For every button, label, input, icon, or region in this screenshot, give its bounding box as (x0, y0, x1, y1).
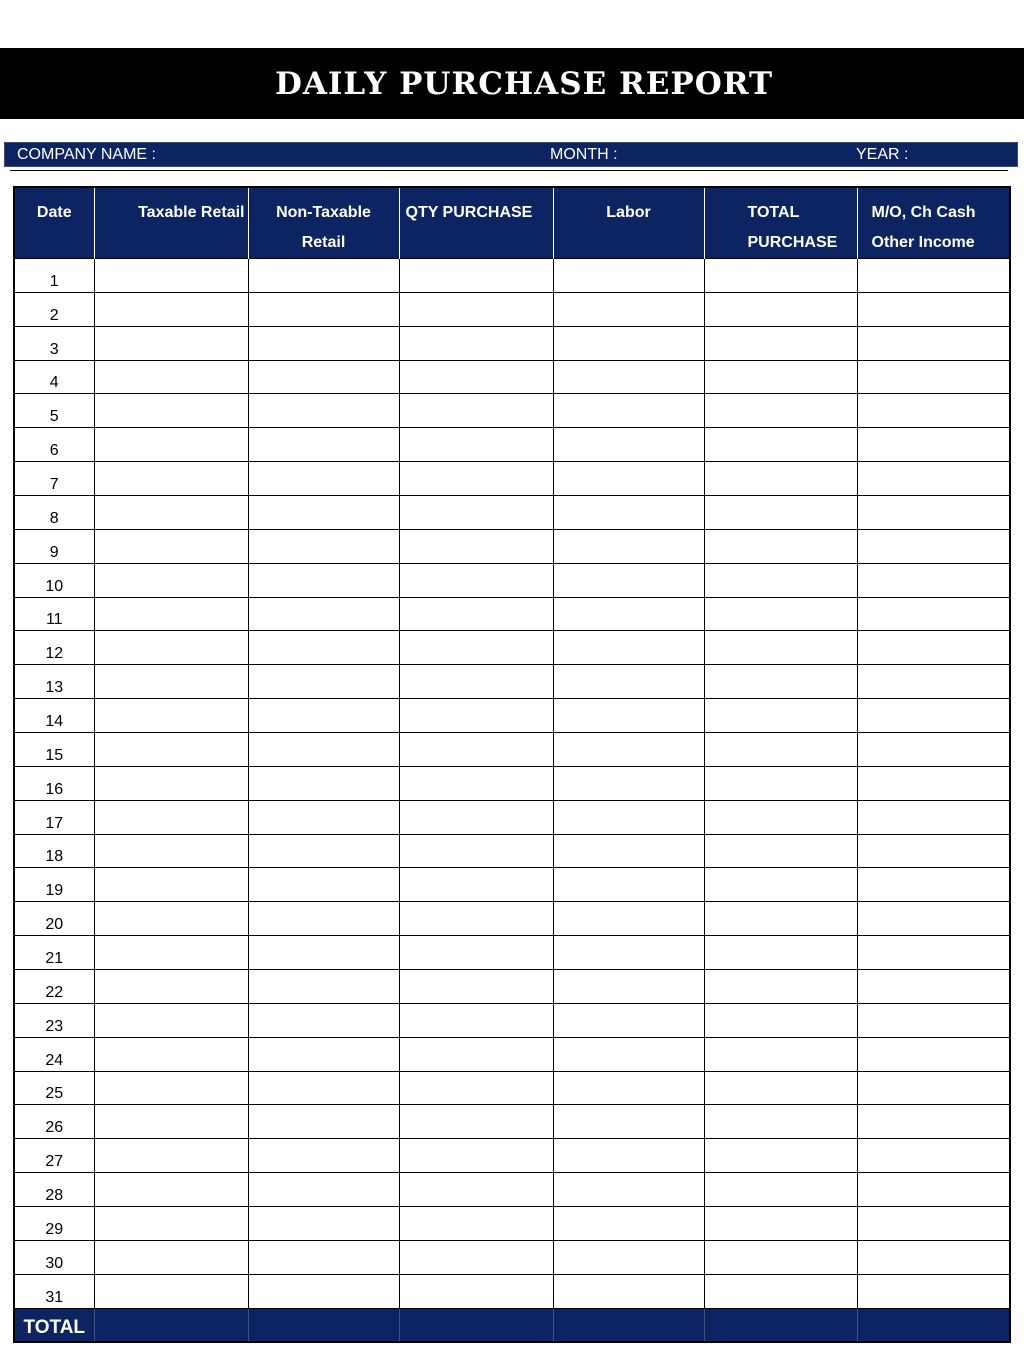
qty-purchase-cell[interactable] (399, 1139, 553, 1173)
labor-cell[interactable] (553, 1173, 704, 1207)
other-income-cell[interactable] (857, 936, 1010, 970)
date-cell: 16 (14, 766, 94, 800)
total-purchase-cell[interactable] (704, 360, 857, 394)
table-row (14, 733, 1010, 767)
company-name-label: COMPANY NAME : (17, 146, 156, 163)
total-purchase-cell[interactable] (704, 1173, 857, 1207)
table-header-row (14, 187, 1010, 259)
total-cell[interactable] (94, 1308, 248, 1342)
total-label: TOTAL (14, 1308, 94, 1342)
other-income-cell[interactable] (857, 1037, 1010, 1071)
total-cell[interactable] (857, 1308, 1010, 1342)
labor-cell[interactable] (553, 766, 704, 800)
other-income-cell[interactable] (857, 1240, 1010, 1274)
taxable-retail-cell[interactable] (94, 1274, 248, 1308)
date-cell: 26 (14, 1105, 94, 1139)
total-purchase-cell[interactable] (704, 902, 857, 936)
table-row (14, 800, 1010, 834)
date-cell: 20 (14, 902, 94, 936)
total-purchase-cell[interactable] (704, 1105, 857, 1139)
qty-purchase-cell[interactable] (399, 1071, 553, 1105)
qty-purchase-cell[interactable] (399, 462, 553, 496)
total-purchase-cell[interactable] (704, 970, 857, 1004)
column-header-other-income: M/O, Ch Cash Other Income (857, 187, 1010, 259)
other-income-cell[interactable] (857, 563, 1010, 597)
other-income-cell[interactable] (857, 733, 1010, 767)
non-taxable-retail-cell[interactable] (248, 597, 399, 631)
date-cell: 10 (14, 563, 94, 597)
other-income-cell[interactable] (857, 394, 1010, 428)
other-income-cell[interactable] (857, 597, 1010, 631)
taxable-retail-cell[interactable] (94, 563, 248, 597)
non-taxable-retail-cell[interactable] (248, 902, 399, 936)
non-taxable-retail-cell[interactable] (248, 970, 399, 1004)
taxable-retail-cell[interactable] (94, 970, 248, 1004)
total-purchase-cell[interactable] (704, 1139, 857, 1173)
non-taxable-retail-cell[interactable] (248, 496, 399, 530)
date-cell: 25 (14, 1071, 94, 1105)
other-income-cell[interactable] (857, 665, 1010, 699)
purchase-report-table (13, 186, 1011, 1343)
labor-cell[interactable] (553, 1274, 704, 1308)
non-taxable-retail-cell[interactable] (248, 360, 399, 394)
qty-purchase-cell[interactable] (399, 970, 553, 1004)
table-row (14, 326, 1010, 360)
date-cell: 3 (14, 326, 94, 360)
date-cell: 7 (14, 462, 94, 496)
title-bar (0, 48, 1024, 119)
date-cell: 8 (14, 496, 94, 530)
non-taxable-retail-cell[interactable] (248, 563, 399, 597)
qty-purchase-cell[interactable] (399, 766, 553, 800)
other-income-cell[interactable] (857, 902, 1010, 936)
total-purchase-cell[interactable] (704, 1071, 857, 1105)
non-taxable-retail-cell[interactable] (248, 1173, 399, 1207)
total-purchase-cell[interactable] (704, 766, 857, 800)
non-taxable-retail-cell[interactable] (248, 800, 399, 834)
other-income-cell[interactable] (857, 1139, 1010, 1173)
qty-purchase-cell[interactable] (399, 428, 553, 462)
total-purchase-cell[interactable] (704, 1207, 857, 1241)
non-taxable-retail-cell[interactable] (248, 394, 399, 428)
total-purchase-cell[interactable] (704, 1240, 857, 1274)
table-row (14, 1003, 1010, 1037)
table-row (14, 563, 1010, 597)
table-row (14, 1173, 1010, 1207)
total-purchase-cell[interactable] (704, 800, 857, 834)
other-income-cell[interactable] (857, 1071, 1010, 1105)
labor-cell[interactable] (553, 970, 704, 1004)
table-row (14, 631, 1010, 665)
taxable-retail-cell[interactable] (94, 800, 248, 834)
qty-purchase-cell[interactable] (399, 597, 553, 631)
labor-cell[interactable] (553, 563, 704, 597)
taxable-retail-cell[interactable] (94, 1139, 248, 1173)
total-purchase-cell[interactable] (704, 834, 857, 868)
qty-purchase-cell[interactable] (399, 631, 553, 665)
qty-purchase-cell[interactable] (399, 1207, 553, 1241)
labor-cell[interactable] (553, 1037, 704, 1071)
taxable-retail-cell[interactable] (94, 462, 248, 496)
non-taxable-retail-cell[interactable] (248, 259, 399, 293)
non-taxable-retail-cell[interactable] (248, 834, 399, 868)
taxable-retail-cell[interactable] (94, 868, 248, 902)
qty-purchase-cell[interactable] (399, 563, 553, 597)
non-taxable-retail-cell[interactable] (248, 1274, 399, 1308)
taxable-retail-cell[interactable] (94, 902, 248, 936)
total-purchase-cell[interactable] (704, 292, 857, 326)
date-cell: 19 (14, 868, 94, 902)
table-row (14, 428, 1010, 462)
info-bar (4, 142, 1018, 167)
date-cell: 21 (14, 936, 94, 970)
qty-purchase-cell[interactable] (399, 1274, 553, 1308)
total-purchase-cell[interactable] (704, 868, 857, 902)
date-cell: 28 (14, 1173, 94, 1207)
qty-purchase-cell[interactable] (399, 733, 553, 767)
table-row (14, 970, 1010, 1004)
table-row (14, 292, 1010, 326)
non-taxable-retail-cell[interactable] (248, 631, 399, 665)
taxable-retail-cell[interactable] (94, 259, 248, 293)
qty-purchase-cell[interactable] (399, 699, 553, 733)
table-row (14, 394, 1010, 428)
date-cell: 1 (14, 259, 94, 293)
date-cell: 24 (14, 1037, 94, 1071)
non-taxable-retail-cell[interactable] (248, 1207, 399, 1241)
taxable-retail-cell[interactable] (94, 529, 248, 563)
other-income-cell[interactable] (857, 834, 1010, 868)
non-taxable-retail-cell[interactable] (248, 292, 399, 326)
taxable-retail-cell[interactable] (94, 834, 248, 868)
taxable-retail-cell[interactable] (94, 631, 248, 665)
taxable-retail-cell[interactable] (94, 766, 248, 800)
labor-cell[interactable] (553, 800, 704, 834)
table-row (14, 597, 1010, 631)
taxable-retail-cell[interactable] (94, 292, 248, 326)
non-taxable-retail-cell[interactable] (248, 1105, 399, 1139)
total-purchase-cell[interactable] (704, 1037, 857, 1071)
qty-purchase-cell[interactable] (399, 496, 553, 530)
column-header-qty-purchase: QTY PURCHASE (399, 187, 553, 259)
table-row (14, 1240, 1010, 1274)
other-income-cell[interactable] (857, 326, 1010, 360)
date-cell: 11 (14, 597, 94, 631)
other-income-cell[interactable] (857, 970, 1010, 1004)
taxable-retail-cell[interactable] (94, 936, 248, 970)
total-cell[interactable] (553, 1308, 704, 1342)
other-income-cell[interactable] (857, 259, 1010, 293)
labor-cell[interactable] (553, 259, 704, 293)
other-income-cell[interactable] (857, 428, 1010, 462)
total-purchase-cell[interactable] (704, 326, 857, 360)
qty-purchase-cell[interactable] (399, 529, 553, 563)
qty-purchase-cell[interactable] (399, 902, 553, 936)
total-purchase-cell[interactable] (704, 631, 857, 665)
taxable-retail-cell[interactable] (94, 360, 248, 394)
labor-cell[interactable] (553, 1003, 704, 1037)
qty-purchase-cell[interactable] (399, 936, 553, 970)
date-cell: 29 (14, 1207, 94, 1241)
date-cell: 22 (14, 970, 94, 1004)
labor-cell[interactable] (553, 292, 704, 326)
other-income-cell[interactable] (857, 1173, 1010, 1207)
date-cell: 9 (14, 529, 94, 563)
labor-cell[interactable] (553, 1240, 704, 1274)
date-cell: 4 (14, 360, 94, 394)
non-taxable-retail-cell[interactable] (248, 1003, 399, 1037)
column-header-labor: Labor (553, 187, 704, 259)
total-purchase-cell[interactable] (704, 428, 857, 462)
other-income-cell[interactable] (857, 1274, 1010, 1308)
other-income-cell[interactable] (857, 292, 1010, 326)
table-row (14, 766, 1010, 800)
other-income-cell[interactable] (857, 360, 1010, 394)
labor-cell[interactable] (553, 631, 704, 665)
qty-purchase-cell[interactable] (399, 1173, 553, 1207)
non-taxable-retail-cell[interactable] (248, 428, 399, 462)
other-income-cell[interactable] (857, 868, 1010, 902)
table-row (14, 1105, 1010, 1139)
total-purchase-cell[interactable] (704, 1274, 857, 1308)
taxable-retail-cell[interactable] (94, 326, 248, 360)
month-label: MONTH : (550, 146, 618, 163)
taxable-retail-cell[interactable] (94, 1105, 248, 1139)
non-taxable-retail-cell[interactable] (248, 868, 399, 902)
labor-cell[interactable] (553, 1139, 704, 1173)
qty-purchase-cell[interactable] (399, 1037, 553, 1071)
qty-purchase-cell[interactable] (399, 868, 553, 902)
other-income-cell[interactable] (857, 496, 1010, 530)
total-purchase-cell[interactable] (704, 529, 857, 563)
non-taxable-retail-cell[interactable] (248, 1240, 399, 1274)
taxable-retail-cell[interactable] (94, 733, 248, 767)
table-row (14, 834, 1010, 868)
qty-purchase-cell[interactable] (399, 800, 553, 834)
other-income-cell[interactable] (857, 699, 1010, 733)
labor-cell[interactable] (553, 1207, 704, 1241)
taxable-retail-cell[interactable] (94, 699, 248, 733)
non-taxable-retail-cell[interactable] (248, 766, 399, 800)
taxable-retail-cell[interactable] (94, 1240, 248, 1274)
taxable-retail-cell[interactable] (94, 1037, 248, 1071)
info-underline (10, 170, 1008, 171)
labor-cell[interactable] (553, 529, 704, 563)
date-cell: 5 (14, 394, 94, 428)
date-cell: 12 (14, 631, 94, 665)
taxable-retail-cell[interactable] (94, 597, 248, 631)
total-purchase-cell[interactable] (704, 563, 857, 597)
table-row (14, 699, 1010, 733)
labor-cell[interactable] (553, 462, 704, 496)
table-row (14, 1139, 1010, 1173)
non-taxable-retail-cell[interactable] (248, 665, 399, 699)
labor-cell[interactable] (553, 868, 704, 902)
labor-cell[interactable] (553, 699, 704, 733)
table-row (14, 868, 1010, 902)
date-cell: 13 (14, 665, 94, 699)
total-cell[interactable] (248, 1308, 399, 1342)
total-purchase-cell[interactable] (704, 259, 857, 293)
taxable-retail-cell[interactable] (94, 496, 248, 530)
table-row (14, 1071, 1010, 1105)
qty-purchase-cell[interactable] (399, 1240, 553, 1274)
date-cell: 17 (14, 800, 94, 834)
date-cell: 2 (14, 292, 94, 326)
labor-cell[interactable] (553, 902, 704, 936)
total-purchase-cell[interactable] (704, 597, 857, 631)
labor-cell[interactable] (553, 428, 704, 462)
other-income-cell[interactable] (857, 1003, 1010, 1037)
table-row (14, 1037, 1010, 1071)
taxable-retail-cell[interactable] (94, 665, 248, 699)
labor-cell[interactable] (553, 496, 704, 530)
total-purchase-cell[interactable] (704, 1003, 857, 1037)
total-purchase-cell[interactable] (704, 496, 857, 530)
total-cell[interactable] (399, 1308, 553, 1342)
table-row (14, 936, 1010, 970)
qty-purchase-cell[interactable] (399, 1003, 553, 1037)
taxable-retail-cell[interactable] (94, 394, 248, 428)
total-purchase-cell[interactable] (704, 665, 857, 699)
column-header-date: Date (14, 187, 94, 259)
date-cell: 6 (14, 428, 94, 462)
labor-cell[interactable] (553, 665, 704, 699)
other-income-cell[interactable] (857, 766, 1010, 800)
other-income-cell[interactable] (857, 631, 1010, 665)
taxable-retail-cell[interactable] (94, 1071, 248, 1105)
total-purchase-cell[interactable] (704, 733, 857, 767)
other-income-cell[interactable] (857, 1207, 1010, 1241)
table-row (14, 665, 1010, 699)
qty-purchase-cell[interactable] (399, 259, 553, 293)
labor-cell[interactable] (553, 1071, 704, 1105)
qty-purchase-cell[interactable] (399, 360, 553, 394)
qty-purchase-cell[interactable] (399, 326, 553, 360)
labor-cell[interactable] (553, 834, 704, 868)
other-income-cell[interactable] (857, 1105, 1010, 1139)
taxable-retail-cell[interactable] (94, 428, 248, 462)
non-taxable-retail-cell[interactable] (248, 462, 399, 496)
non-taxable-retail-cell[interactable] (248, 733, 399, 767)
table-row (14, 529, 1010, 563)
table-row (14, 1274, 1010, 1308)
other-income-cell[interactable] (857, 800, 1010, 834)
date-cell: 30 (14, 1240, 94, 1274)
column-header-non-taxable-retail: Non-Taxable Retail (248, 187, 399, 259)
non-taxable-retail-cell[interactable] (248, 529, 399, 563)
year-label: YEAR : (856, 146, 909, 163)
column-header-taxable-retail: Taxable Retail (94, 187, 248, 259)
non-taxable-retail-cell[interactable] (248, 1139, 399, 1173)
non-taxable-retail-cell[interactable] (248, 699, 399, 733)
total-purchase-cell[interactable] (704, 699, 857, 733)
total-purchase-cell[interactable] (704, 394, 857, 428)
labor-cell[interactable] (553, 936, 704, 970)
table-row (14, 496, 1010, 530)
other-income-cell[interactable] (857, 529, 1010, 563)
total-purchase-cell[interactable] (704, 462, 857, 496)
non-taxable-retail-cell[interactable] (248, 1071, 399, 1105)
qty-purchase-cell[interactable] (399, 292, 553, 326)
date-cell: 14 (14, 699, 94, 733)
qty-purchase-cell[interactable] (399, 394, 553, 428)
column-header-total-purchase: TOTAL PURCHASE (704, 187, 857, 259)
date-cell: 27 (14, 1139, 94, 1173)
labor-cell[interactable] (553, 1105, 704, 1139)
taxable-retail-cell[interactable] (94, 1207, 248, 1241)
labor-cell[interactable] (553, 733, 704, 767)
page-title: DAILY PURCHASE REPORT (274, 65, 774, 102)
total-row (14, 1308, 1010, 1342)
qty-purchase-cell[interactable] (399, 834, 553, 868)
total-purchase-cell[interactable] (704, 936, 857, 970)
table-row (14, 902, 1010, 936)
total-cell[interactable] (704, 1308, 857, 1342)
labor-cell[interactable] (553, 394, 704, 428)
non-taxable-retail-cell[interactable] (248, 1037, 399, 1071)
date-cell: 23 (14, 1003, 94, 1037)
table-row (14, 360, 1010, 394)
labor-cell[interactable] (553, 360, 704, 394)
non-taxable-retail-cell[interactable] (248, 326, 399, 360)
table-row (14, 259, 1010, 293)
qty-purchase-cell[interactable] (399, 665, 553, 699)
table-row (14, 1207, 1010, 1241)
table-row (14, 462, 1010, 496)
date-cell: 18 (14, 834, 94, 868)
non-taxable-retail-cell[interactable] (248, 936, 399, 970)
table-body (14, 259, 1010, 1309)
other-income-cell[interactable] (857, 462, 1010, 496)
date-cell: 15 (14, 733, 94, 767)
labor-cell[interactable] (553, 326, 704, 360)
date-cell: 31 (14, 1274, 94, 1308)
taxable-retail-cell[interactable] (94, 1173, 248, 1207)
labor-cell[interactable] (553, 597, 704, 631)
qty-purchase-cell[interactable] (399, 1105, 553, 1139)
taxable-retail-cell[interactable] (94, 1003, 248, 1037)
